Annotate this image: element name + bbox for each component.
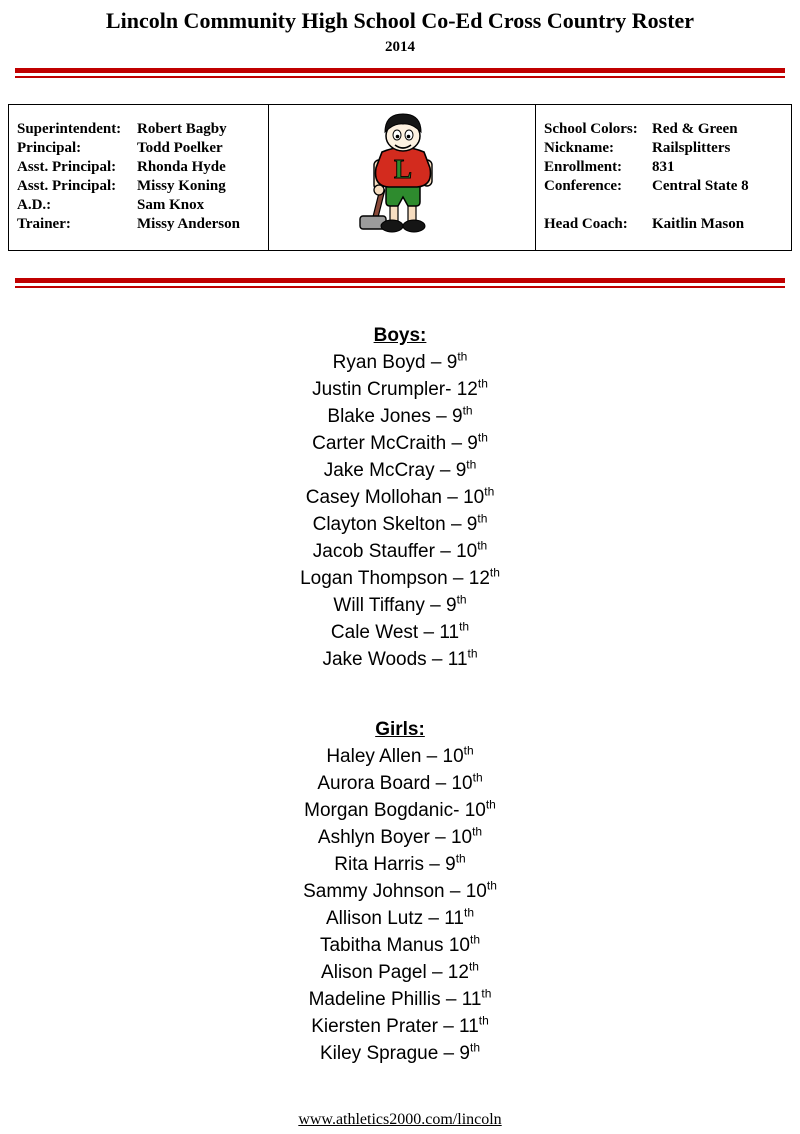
info-value: Todd Poelker [137, 140, 223, 156]
athlete-entry [0, 851, 800, 878]
info-value: Railsplitters [652, 140, 731, 156]
athlete-entry [0, 743, 800, 770]
mascot-box [268, 104, 536, 251]
mascot-letter: L [393, 154, 413, 184]
roster-section [0, 322, 800, 673]
athlete-entry [0, 824, 800, 851]
grade-ordinal: th [478, 1013, 489, 1028]
info-value: Missy Koning [137, 178, 226, 194]
info-label: School Colors: [544, 121, 638, 137]
info-label: Nickname: [544, 140, 614, 156]
athlete-name-grade: Justin Crumpler- 12 [312, 379, 478, 400]
grade-ordinal: th [464, 905, 475, 920]
roster-heading-text: Girls: [375, 719, 425, 740]
athlete-entry [0, 511, 800, 538]
info-label: Superintendent: [17, 121, 122, 137]
athlete-name-grade: Alison Pagel – 12 [321, 962, 469, 983]
grade-ordinal: th [468, 959, 479, 974]
athlete-name-grade: Will Tiffany – 9 [333, 595, 457, 616]
athlete-entry [0, 797, 800, 824]
grade-ordinal: th [489, 565, 500, 580]
grade-ordinal: th [463, 743, 474, 758]
athlete-name-grade: Ryan Boyd – 9 [332, 352, 458, 373]
roster-section [0, 716, 800, 1067]
athlete-name-grade: Allison Lutz – 11 [325, 908, 464, 929]
info-value: Robert Bagby [137, 121, 227, 137]
info-strip [8, 104, 792, 251]
athlete-entry [0, 592, 800, 619]
grade-ordinal: th [469, 932, 480, 947]
info-row [544, 139, 785, 158]
athlete-entry [0, 565, 800, 592]
athlete-entry [0, 959, 800, 986]
info-value: Central State 8 [652, 178, 749, 194]
athlete-entry [0, 986, 800, 1013]
roster-heading-text: Boys: [373, 325, 427, 346]
athlete-name-grade: Jake Woods – 11 [322, 649, 468, 670]
grade-ordinal: th [459, 619, 470, 634]
info-label [544, 196, 652, 215]
info-row [544, 196, 785, 215]
info-label: Head Coach: [544, 216, 628, 232]
athlete-entry [0, 538, 800, 565]
info-row [17, 177, 262, 196]
divider-bottom [15, 278, 785, 288]
athlete-name-grade: Carter McCraith – 9 [312, 433, 478, 454]
roster [0, 322, 800, 1067]
mascot-logo [338, 108, 466, 248]
info-row [544, 177, 785, 196]
grade-ordinal: th [472, 770, 483, 785]
athlete-name-grade: Jake McCray – 9 [323, 460, 467, 481]
grade-ordinal: th [477, 376, 488, 391]
info-row [17, 120, 262, 139]
info-label: Asst. Principal: [17, 159, 117, 175]
grade-ordinal: th [466, 457, 477, 472]
info-value: 831 [652, 159, 675, 175]
mascot-shoe [403, 220, 425, 232]
grade-ordinal: th [472, 824, 483, 839]
athlete-name-grade: Casey Mollohan – 10 [305, 487, 485, 508]
footer [0, 1111, 800, 1129]
info-row [17, 215, 262, 234]
athlete-entry [0, 376, 800, 403]
page-title: Lincoln Community High School Co-Ed Cross Country Roster [105, 8, 695, 33]
athlete-entry [0, 1040, 800, 1067]
grade-ordinal: th [456, 592, 467, 607]
grade-ordinal: th [467, 646, 478, 661]
info-label: Enrollment: [544, 159, 623, 175]
athlete-entry [0, 1013, 800, 1040]
athlete-name-grade: Logan Thompson – 12 [300, 568, 490, 589]
grade-ordinal: th [462, 403, 473, 418]
info-row [544, 158, 785, 177]
mascot-hand [374, 185, 384, 195]
info-label: Trainer: [17, 216, 71, 232]
grade-ordinal: th [457, 349, 468, 364]
page-year: 2014 [385, 39, 415, 55]
athlete-entry [0, 430, 800, 457]
info-row [17, 139, 262, 158]
grade-ordinal: th [477, 511, 488, 526]
athlete-name-grade: Kiersten Prater – 11 [311, 1016, 479, 1037]
athlete-name-grade: Madeline Phillis – 11 [308, 989, 482, 1010]
roster-section-heading [0, 716, 800, 743]
grade-ordinal: th [477, 430, 488, 445]
info-label: A.D.: [17, 197, 52, 213]
athlete-name-grade: Aurora Board – 10 [317, 773, 473, 794]
footer-link[interactable]: www.athletics2000.com/lincoln [298, 1111, 502, 1128]
info-value: Missy Anderson [137, 216, 240, 232]
athlete-entry [0, 484, 800, 511]
athlete-entry [0, 403, 800, 430]
grade-ordinal: th [484, 484, 495, 499]
info-value: Sam Knox [137, 197, 205, 213]
staff-info-box [8, 104, 269, 251]
info-row [544, 120, 785, 139]
athlete-entry [0, 905, 800, 932]
athlete-name-grade: Clayton Skelton – 9 [312, 514, 478, 535]
info-row [17, 158, 262, 177]
school-info-box [535, 104, 792, 251]
athlete-name-grade: Jacob Stauffer – 10 [312, 541, 478, 562]
athlete-name-grade: Tabitha Manus 10 [319, 935, 470, 956]
info-label: Asst. Principal: [17, 178, 117, 194]
info-value: Kaitlin Mason [652, 216, 745, 232]
athlete-name-grade: Cale West – 11 [330, 622, 460, 643]
grade-ordinal: th [455, 851, 466, 866]
info-label: Principal: [17, 140, 82, 156]
grade-ordinal: th [469, 1040, 480, 1055]
info-row [17, 196, 262, 215]
grade-ordinal: th [477, 538, 488, 553]
info-label: Conference: [544, 178, 623, 194]
athlete-entry [0, 619, 800, 646]
athlete-entry [0, 770, 800, 797]
athlete-name-grade: Kiley Sprague – 9 [319, 1043, 470, 1064]
athlete-name-grade: Blake Jones – 9 [327, 406, 463, 427]
grade-ordinal: th [486, 878, 497, 893]
athlete-entry [0, 457, 800, 484]
athlete-name-grade: Rita Harris – 9 [334, 854, 456, 875]
roster-section-heading [0, 322, 800, 349]
athlete-name-grade: Haley Allen – 10 [326, 746, 464, 767]
athlete-entry [0, 646, 800, 673]
athlete-entry [0, 349, 800, 376]
athlete-name-grade: Sammy Johnson – 10 [303, 881, 487, 902]
athlete-entry [0, 878, 800, 905]
info-row [544, 215, 785, 234]
athlete-name-grade: Ashlyn Boyer – 10 [317, 827, 473, 848]
info-value: Red & Green [652, 121, 738, 137]
grade-ordinal: th [485, 797, 496, 812]
info-value: Rhonda Hyde [137, 159, 226, 175]
grade-ordinal: th [481, 986, 492, 1001]
athlete-entry [0, 932, 800, 959]
athlete-name-grade: Morgan Bogdanic- 10 [304, 800, 486, 821]
divider-top [15, 68, 785, 78]
mascot-shoe [381, 220, 403, 232]
